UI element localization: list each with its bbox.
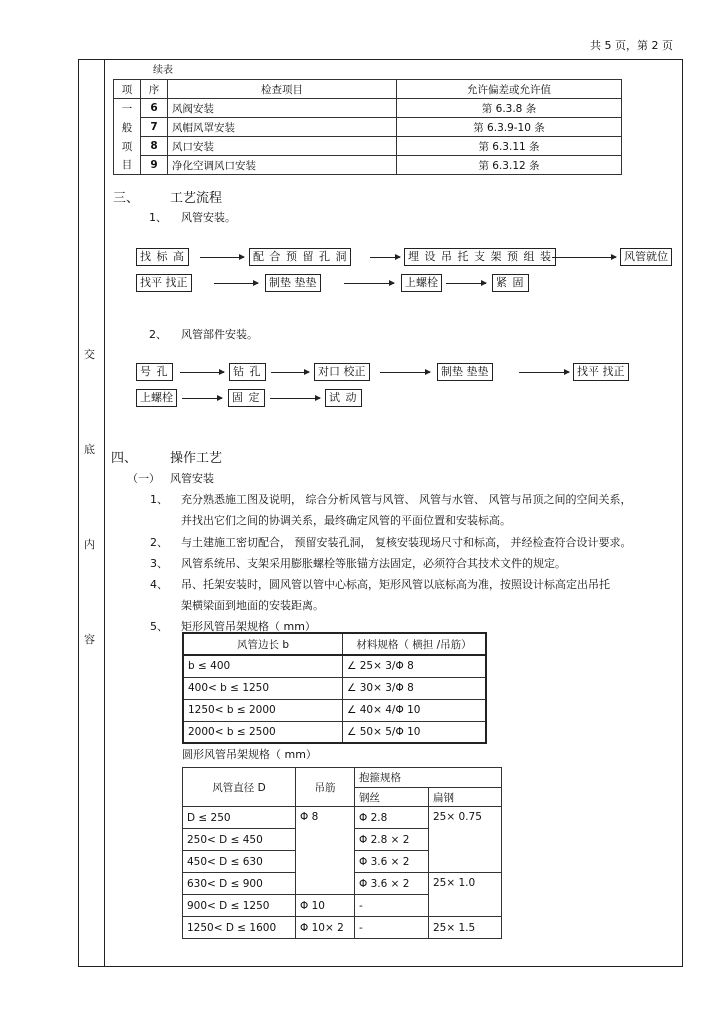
table-cell: 25× 1.5 [429,917,502,939]
item-number: 1、 [150,493,168,506]
item-number: 3、 [150,557,168,570]
table-cell: Φ 3.6 × 2 [355,851,429,873]
table-cell: 25× 0.75 [429,807,502,873]
flow-arrow [182,398,222,399]
flow-box: 制垫 垫垫 [265,274,321,292]
row-value: 第 6.3.8 条 [397,99,622,118]
flow-arrow [380,372,430,373]
group-char: 一 [114,99,141,118]
col-header: 允许偏差或允许值 [397,80,622,99]
col-header: 检查项目 [168,80,397,99]
flow-arrow [370,257,400,258]
flow-arrow [519,372,569,373]
item-text: 充分熟悉施工图及说明， 综合分析风管与风管、 风管与水管、 风管与吊顶之间的空间关系， [181,493,632,506]
group-char: 目 [114,156,141,175]
frame-bottom [78,966,683,967]
section-number: 三、 [113,191,140,206]
col-header: 项 [114,80,141,99]
table-cell: 250< D ≤ 450 [183,829,296,851]
round-table-caption: 圆形风管吊架规格（ mm） [182,748,317,761]
table-cell: ∠ 25× 3/Φ 8 [343,655,487,677]
item-text: 并找出它们之间的协调关系，最终确定风管的平面位置和安装标高。 [181,514,511,527]
sub-title: 风管部件安装。 [181,328,258,341]
frame-right [682,59,683,967]
flow-box: 试 动 [325,389,362,407]
table-cell: Φ 8 [296,807,355,895]
item-text: 架横梁面到地面的安装距离。 [181,599,324,612]
table-cell: ∠ 40× 4/Φ 10 [343,699,487,721]
flow-box: 埋 设 吊 托 支 架 预 组 装 [404,248,556,266]
flow-arrow [214,283,258,284]
row-value: 第 6.3.9-10 条 [397,118,622,137]
row-no: 9 [141,156,168,175]
table-cell: - [355,917,429,939]
side-label: 底 [84,443,95,456]
flow-arrow [446,283,486,284]
side-label: 内 [84,538,95,551]
table-cell: b ≤ 400 [183,655,343,677]
sub-number: 2、 [149,328,167,341]
group-char: 项 [114,137,141,156]
row-item: 风阀安装 [168,99,397,118]
flow-box: 上螺栓 [136,389,177,407]
flow-box: 制垫 垫垫 [437,363,493,381]
table-cell: ∠ 30× 3/Φ 8 [343,677,487,699]
table-cell: ∠ 50× 5/Φ 10 [343,721,487,743]
table-cell: 630< D ≤ 900 [183,873,296,895]
flow-box: 上螺栓 [401,274,442,292]
flow-arrow [270,398,320,399]
table-cell: Φ 10 [296,895,355,917]
table-cell: 2000< b ≤ 2500 [183,721,343,743]
frame-top [78,59,683,60]
item-text: 吊、托架安装时，圆风管以管中心标高，矩形风管以底标高为准，按照设计标高定出吊托 [181,578,610,591]
col-header: 钢丝 [355,788,429,807]
flow-box: 找 标 高 [136,248,189,266]
row-value: 第 6.3.12 条 [397,156,622,175]
col-header: 吊筋 [296,768,355,807]
table-cell: 25× 1.0 [429,873,502,917]
flow-box: 紧 固 [492,274,529,292]
section-number: 四、 [111,451,138,466]
table-cell: Φ 2.8 [355,807,429,829]
col-header: 风管直径 D [183,768,296,807]
col-header: 材料规格（ 横担 /吊筋） [343,633,487,655]
table-cell: Φ 10× 2 [296,917,355,939]
row-no: 6 [141,99,168,118]
group-char: 般 [114,118,141,137]
col-header: 抱箍规格 [355,768,502,788]
rect-duct-table [182,632,487,744]
flow-arrow [344,283,394,284]
table-cell: Φ 2.8 × 2 [355,829,429,851]
col-header: 序 [141,80,168,99]
flow-box: 找平 找正 [136,274,192,292]
round-duct-table [182,767,502,939]
row-item: 净化空调风口安装 [168,156,397,175]
table-cell: 450< D ≤ 630 [183,851,296,873]
sub-title: 风管安装 [170,472,214,485]
side-label: 交 [84,348,95,361]
side-label: 容 [84,633,95,646]
row-item: 风口安装 [168,137,397,156]
flow-arrow [180,372,224,373]
table-cell: D ≤ 250 [183,807,296,829]
continued-label: 续表 [153,65,173,76]
inspection-table [113,79,622,175]
flow-box: 找平 找正 [573,363,629,381]
item-number: 4、 [150,578,168,591]
section-title: 操作工艺 [170,451,223,466]
frame-left [78,59,79,967]
item-number: 2、 [150,536,168,549]
row-no: 7 [141,118,168,137]
section-title: 工艺流程 [170,191,223,206]
flow-box: 风管就位 [620,248,672,266]
table-cell: - [355,895,429,917]
flow-box: 对口 校正 [314,363,370,381]
sub-title: 风管安装。 [181,211,236,224]
sub-number: （一） [127,472,160,485]
row-value: 第 6.3.11 条 [397,137,622,156]
table-cell: 900< D ≤ 1250 [183,895,296,917]
row-no: 8 [141,137,168,156]
table-cell: 400< b ≤ 1250 [183,677,343,699]
flow-arrow [552,257,616,258]
table-cell: 1250< D ≤ 1600 [183,917,296,939]
flow-arrow [271,372,309,373]
col-header: 扁钢 [429,788,502,807]
item-text: 风管系统吊、支架采用膨胀螺栓等胀锚方法固定，必须符合其技术文件的规定。 [181,557,566,570]
flow-box: 配 合 预 留 孔 洞 [249,248,351,266]
page-info: 共 5 页，第 2 页 [590,39,673,52]
sub-number: 1、 [149,211,167,224]
flow-arrow [200,257,244,258]
table-cell: 1250< b ≤ 2000 [183,699,343,721]
table-cell: Φ 3.6 × 2 [355,873,429,895]
col-header: 风管边长 b [183,633,343,655]
flow-box: 号 孔 [136,363,173,381]
flow-box: 固 定 [228,389,265,407]
item-number: 5、 [150,620,168,633]
flow-box: 钻 孔 [229,363,266,381]
frame-divider [104,59,105,967]
row-item: 风帽风罩安装 [168,118,397,137]
item-text: 与土建施工密切配合， 预留安装孔洞， 复核安装现场尺寸和标高， 并经检查符合设计要求。 [181,536,632,549]
item-text: 矩形风管吊架规格（ mm） [181,620,316,633]
